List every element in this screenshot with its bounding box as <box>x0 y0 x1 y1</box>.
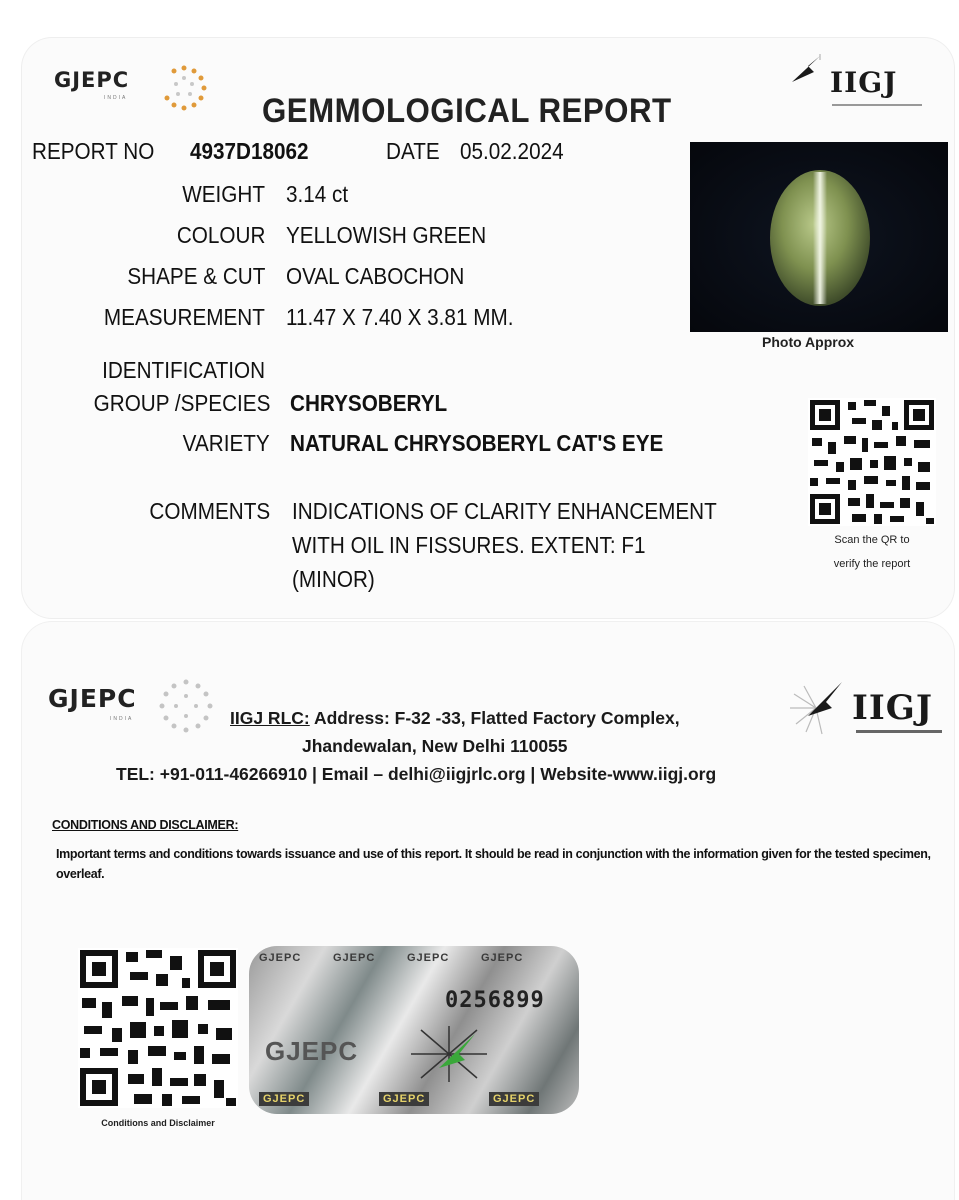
conditions-title: CONDITIONS AND DISCLAIMER: <box>52 818 239 832</box>
report-no-label: REPORT NO <box>32 138 155 164</box>
iigj-arrow-icon <box>790 52 826 86</box>
shape-cut-label: SHAPE & CUT <box>126 263 265 289</box>
variety-label: VARIETY <box>182 430 270 456</box>
cats-eye-gem-image <box>690 142 948 332</box>
comments-line-2: WITH OIL IN FISSURES. EXTENT: F1 <box>292 532 646 558</box>
date-value: 05.02.2024 <box>460 138 564 164</box>
back-iigj-logo-text: IIGJ <box>852 688 933 728</box>
contact-line: TEL: +91-011-46266910 | Email – delhi@iigjrlc.org | Website-www.iigj.org <box>116 764 717 784</box>
colour-label: COLOUR <box>176 222 265 248</box>
photo-caption: Photo Approx <box>762 334 855 350</box>
qr-caption-line-1: Scan the QR to <box>834 534 910 546</box>
gjepc-logo-subtext: INDIA <box>104 95 128 101</box>
comments-line-1: INDICATIONS OF CLARITY ENHANCEMENT <box>292 498 717 524</box>
iigj-logo-underline <box>832 104 922 106</box>
gjepc-sunburst-icon <box>158 62 210 114</box>
group-species-label: GROUP /SPECIES <box>93 390 270 416</box>
back-iigj-arrow-icon <box>784 676 848 740</box>
report-title: GEMMOLOGICAL REPORT <box>262 92 672 130</box>
hologram-starburst-icon <box>409 1024 489 1084</box>
hologram-gjepc-pattern-bottom-3: GJEPC <box>489 1092 539 1106</box>
hologram-gjepc-pattern-bottom-2: GJEPC <box>379 1092 429 1106</box>
iigj-logo-text: IIGJ <box>830 66 898 99</box>
report-back-card <box>22 622 954 1200</box>
hologram-gjepc-pattern-top: GJEPC <box>259 952 302 964</box>
address-prefix: IIGJ RLC: <box>230 708 310 728</box>
hologram-gjepc-pattern-top-4: GJEPC <box>481 952 524 964</box>
address-line-2: Jhandewalan, New Delhi 110055 <box>302 736 568 756</box>
conditions-qr-code[interactable] <box>78 948 238 1108</box>
hologram-gjepc-pattern-bottom: GJEPC <box>259 1092 309 1106</box>
back-gjepc-sunburst-icon <box>156 676 216 736</box>
weight-label: WEIGHT <box>182 181 265 207</box>
verify-qr-code[interactable] <box>808 398 936 526</box>
weight-value: 3.14 ct <box>286 181 349 207</box>
conditions-qr-caption: Conditions and Disclaimer <box>101 1118 215 1128</box>
colour-value: YELLOWISH GREEN <box>286 222 487 248</box>
gem-photo <box>690 142 948 332</box>
security-hologram <box>249 946 579 1114</box>
back-gjepc-logo-text: GJEPC <box>48 684 137 713</box>
report-front-card <box>22 38 954 618</box>
identification-label: IDENTIFICATION <box>102 357 265 383</box>
group-species-value: CHRYSOBERYL <box>290 390 448 416</box>
hologram-gjepc-pattern-top-3: GJEPC <box>407 952 450 964</box>
report-no-value: 4937D18062 <box>190 138 309 164</box>
shape-cut-value: OVAL CABOCHON <box>286 263 465 289</box>
hologram-gjepc-pattern-top-2: GJEPC <box>333 952 376 964</box>
hologram-gjepc-big: GJEPC <box>265 1036 359 1066</box>
gjepc-logo-text: GJEPC <box>54 68 130 92</box>
address-line-1 <box>230 708 680 729</box>
date-label: DATE <box>386 138 440 164</box>
hologram-serial: 0256899 <box>445 988 545 1013</box>
variety-value: NATURAL CHRYSOBERYL CAT'S EYE <box>290 430 664 456</box>
conditions-text: Important terms and conditions towards issuance and use of this report. It should be read in conjunction with the information given for the tested specimen, overleaf. <box>56 847 931 881</box>
comments-line-3: (MINOR) <box>292 566 375 592</box>
measurement-label: MEASUREMENT <box>103 304 265 330</box>
back-gjepc-logo-subtext: INDIA <box>110 716 134 722</box>
measurement-value: 11.47 X 7.40 X 3.81 MM. <box>286 304 514 330</box>
comments-label: COMMENTS <box>149 498 270 524</box>
address-text: Address: F-32 -33, Flatted Factory Complex, <box>309 708 680 728</box>
qr-caption-line-2: verify the report <box>833 558 911 570</box>
back-iigj-logo-underline <box>856 730 942 733</box>
